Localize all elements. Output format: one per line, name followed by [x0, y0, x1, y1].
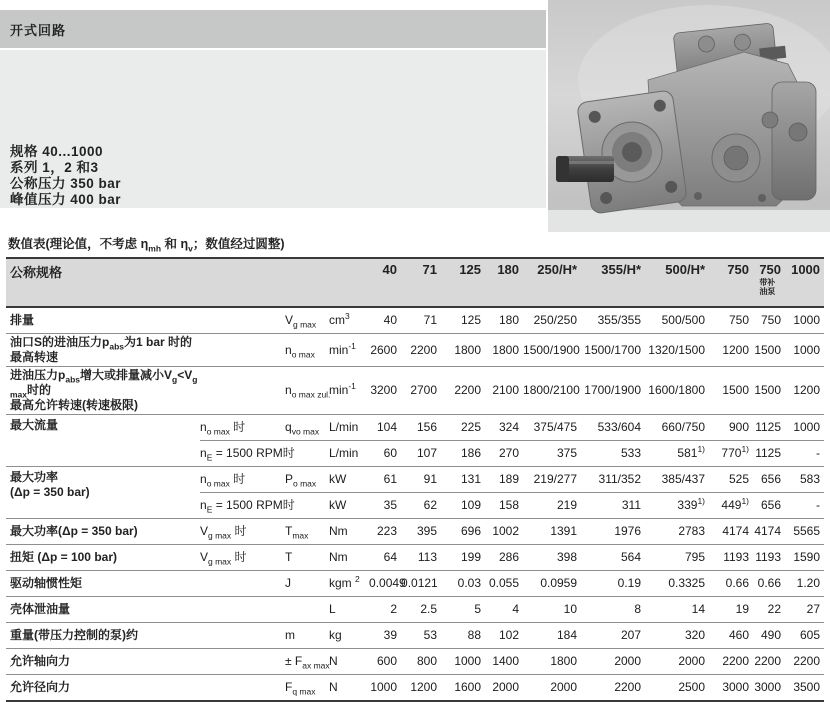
table-row: [6, 545, 824, 571]
cell-value: 3500: [785, 675, 824, 702]
cell-value: 1500: [753, 334, 785, 367]
cell-value: 88: [441, 623, 485, 649]
table-row: [6, 334, 824, 367]
cell-value: 53: [401, 623, 441, 649]
cell-value: 199: [441, 545, 485, 571]
cell-value: 0.66: [709, 571, 753, 597]
row-unit: Nm: [329, 545, 369, 571]
cell-value: 10: [523, 597, 581, 623]
cell-value: 1800/2100: [523, 367, 581, 415]
cell-value: 395: [401, 519, 441, 545]
row-condition: [200, 675, 285, 702]
cell-value: 605: [785, 623, 824, 649]
cell-value: 2200: [785, 649, 824, 675]
cell-value: 2.5: [401, 597, 441, 623]
cell-value: 0.0121: [401, 571, 441, 597]
cell-value: 1200: [709, 334, 753, 367]
cell-value: 186: [441, 441, 485, 467]
cell-value: 385/437: [645, 467, 709, 493]
row-label: 最大功率 (Δp = 350 bar): [6, 467, 200, 519]
cell-value: 250/250: [523, 307, 581, 334]
spec-line: 公称压力 350 bar: [10, 176, 122, 191]
row-condition: $V_{g max}$ 时: [200, 519, 285, 545]
cell-value: 19: [709, 597, 753, 623]
cell-value: 1000: [441, 649, 485, 675]
cell-value: 800: [401, 649, 441, 675]
row-label: 最大流量: [6, 415, 200, 467]
cell-value: 5: [441, 597, 485, 623]
cell-value: 375: [523, 441, 581, 467]
row-symbol: $n_{o max}$: [285, 334, 329, 367]
cell-value: 1590: [785, 545, 824, 571]
row-symbol: $q_{vo max}$: [285, 415, 329, 441]
cell-value: 490: [753, 623, 785, 649]
row-condition: [200, 623, 285, 649]
cell-value: 40: [369, 307, 401, 334]
cell-value: 219/277: [523, 467, 581, 493]
cell-value: 27: [785, 597, 824, 623]
cell-value: 0.3325: [645, 571, 709, 597]
cell-value: 5565: [785, 519, 824, 545]
cell-value: 2200: [709, 649, 753, 675]
row-unit: kW: [329, 493, 369, 519]
row-label: 重量(带压力控制的泵)约: [6, 623, 200, 649]
row-symbol: $V_{g max}$: [285, 307, 329, 334]
row-unit: N: [329, 649, 369, 675]
cell-value: 3200: [369, 367, 401, 415]
cell-value: 180: [485, 307, 523, 334]
col-header-text: 71: [422, 262, 438, 277]
cell-value: 320: [645, 623, 709, 649]
row-label: 进油压力$p_{abs}$增大或排量减小$V_g<V_{g max}$时的 最高允许转速(转速极限): [6, 367, 200, 415]
row-condition: [200, 367, 285, 415]
cell-value: 4: [485, 597, 523, 623]
cell-value: 2200: [753, 649, 785, 675]
spec-line: 系列 1，2 和3: [10, 160, 99, 175]
cell-value: 125: [441, 307, 485, 334]
specs-table: [6, 257, 824, 702]
row-condition: $n_{o max}$ 时: [200, 415, 285, 441]
col-header: [645, 258, 709, 307]
row-condition: $n_E = 1500$ RPM时: [200, 493, 285, 519]
cell-value: -: [785, 493, 824, 519]
row-unit: N: [329, 675, 369, 702]
cell-value: 0.0049: [369, 571, 401, 597]
cell-value: 64: [369, 545, 401, 571]
cell-value: 1200: [401, 675, 441, 702]
cell-value: 1976: [581, 519, 645, 545]
row-condition: [200, 307, 285, 334]
row-label: 最大功率(Δp = 350 bar): [6, 519, 200, 545]
cell-value: 525: [709, 467, 753, 493]
col-header: [485, 258, 523, 307]
table-row: [6, 675, 824, 702]
row-condition: $V_{g max}$ 时: [200, 545, 285, 571]
cell-value: 500/500: [645, 307, 709, 334]
row-condition: [200, 649, 285, 675]
row-unit: L/min: [329, 441, 369, 467]
cell-value: 223: [369, 519, 401, 545]
cell-value: 324: [485, 415, 523, 441]
row-symbol: $F_{q max}$: [285, 675, 329, 702]
cell-value: 2500: [645, 675, 709, 702]
mounting-flange: [577, 90, 688, 214]
row-symbol: T: [285, 545, 329, 571]
cell-value: 583: [785, 467, 824, 493]
cell-value: 1000: [785, 307, 824, 334]
cell-value: 62: [401, 493, 441, 519]
table-title: 数值表(理论值，不考虑 $\eta_{mh}$ 和 $\eta_v$；数值经过圆整): [8, 237, 285, 254]
table-row: [6, 597, 824, 623]
cell-value: 0.19: [581, 571, 645, 597]
cell-value: 533/604: [581, 415, 645, 441]
cell-value: 1391: [523, 519, 581, 545]
col-header: [581, 258, 645, 307]
col-header: [523, 258, 581, 307]
cell-value: 225: [441, 415, 485, 441]
cell-value: 2600: [369, 334, 401, 367]
table-header-label: 公称规格: [6, 258, 369, 307]
col-header-text: 1000: [791, 262, 821, 277]
table-row: [6, 519, 824, 545]
cell-value: 0.0959: [523, 571, 581, 597]
cell-value: 1600: [441, 675, 485, 702]
cell-value: 339$^{1)}$: [645, 493, 709, 519]
table-row: [6, 307, 824, 334]
row-unit: kg: [329, 623, 369, 649]
cell-value: 398: [523, 545, 581, 571]
cell-value: 91: [401, 467, 441, 493]
cell-value: 2000: [523, 675, 581, 702]
cell-value: 375/475: [523, 415, 581, 441]
cell-value: 4174: [709, 519, 753, 545]
cell-value: 1800: [441, 334, 485, 367]
col-header-text: 125: [459, 262, 482, 277]
cell-value: 113: [401, 545, 441, 571]
pump-illustration: [548, 0, 830, 232]
cell-value: 1800: [523, 649, 581, 675]
cell-value: 355/355: [581, 307, 645, 334]
cell-value: 8: [581, 597, 645, 623]
cell-value: 1125: [753, 415, 785, 441]
cell-value: 1600/1800: [645, 367, 709, 415]
cell-value: 1200: [785, 367, 824, 415]
col-header-text: 750 带补 油泵: [759, 262, 782, 296]
cell-value: 189: [485, 467, 523, 493]
table-row: [6, 623, 824, 649]
row-label: 允许径向力: [6, 675, 200, 702]
cell-value: 656: [753, 467, 785, 493]
cell-value: 2: [369, 597, 401, 623]
cell-value: 1700/1900: [581, 367, 645, 415]
cell-value: 795: [645, 545, 709, 571]
spec-line: 规格 40...1000: [10, 144, 104, 159]
cell-value: 4174: [753, 519, 785, 545]
cell-value: 0.055: [485, 571, 523, 597]
cell-value: 533: [581, 441, 645, 467]
table-row: [6, 367, 824, 415]
cell-value: 35: [369, 493, 401, 519]
cell-value: 1500: [709, 367, 753, 415]
cell-value: 71: [401, 307, 441, 334]
cell-value: -: [785, 441, 824, 467]
row-symbol: m: [285, 623, 329, 649]
cell-value: 449$^{1)}$: [709, 493, 753, 519]
cell-value: 311: [581, 493, 645, 519]
col-header: [369, 258, 401, 307]
cell-value: 1800: [485, 334, 523, 367]
row-unit: L: [329, 597, 369, 623]
cell-value: 1000: [785, 334, 824, 367]
cell-value: 581$^{1)}$: [645, 441, 709, 467]
col-header-note: 带补 油泵: [759, 278, 776, 296]
row-label: 扭矩 (Δp = 100 bar): [6, 545, 200, 571]
cell-value: 61: [369, 467, 401, 493]
col-header: [785, 258, 824, 307]
cell-value: 2200: [441, 367, 485, 415]
cell-value: 696: [441, 519, 485, 545]
row-unit: L/min: [329, 415, 369, 441]
cell-value: 1500/1700: [581, 334, 645, 367]
cell-value: 219: [523, 493, 581, 519]
cell-value: 660/750: [645, 415, 709, 441]
cell-value: 750: [709, 307, 753, 334]
info-panel: [0, 50, 546, 208]
col-header: [709, 258, 753, 307]
cell-value: 1002: [485, 519, 523, 545]
cell-value: 2100: [485, 367, 523, 415]
table-row: [6, 649, 824, 675]
cell-value: 14: [645, 597, 709, 623]
row-symbol: $P_{o max}$: [285, 467, 329, 493]
col-header-text: 250/H*: [537, 262, 578, 277]
cell-value: 60: [369, 441, 401, 467]
table-row: [6, 571, 824, 597]
row-label: 排量: [6, 307, 200, 334]
cell-value: 900: [709, 415, 753, 441]
section-title: 开式回路: [10, 22, 67, 38]
cell-value: 1193: [753, 545, 785, 571]
spec-lines: [10, 144, 121, 208]
cell-value: 286: [485, 545, 523, 571]
cell-value: 1.20: [785, 571, 824, 597]
row-symbol: ± $F_{ax max}$: [285, 649, 329, 675]
cell-value: 104: [369, 415, 401, 441]
cell-value: 109: [441, 493, 485, 519]
row-label: 壳体泄油量: [6, 597, 200, 623]
cell-value: 3000: [753, 675, 785, 702]
cell-value: 311/352: [581, 467, 645, 493]
cell-value: 2000: [485, 675, 523, 702]
col-header: [753, 258, 785, 307]
cell-value: 750: [753, 307, 785, 334]
cell-value: 2783: [645, 519, 709, 545]
row-symbol: $T_{max}$: [285, 519, 329, 545]
col-header-text: 750: [727, 262, 750, 277]
cell-value: 156: [401, 415, 441, 441]
cell-value: 2000: [581, 649, 645, 675]
col-header: [401, 258, 441, 307]
col-header-text: 180: [497, 262, 520, 277]
col-header-text: 355/H*: [601, 262, 642, 277]
cell-value: 1500/1900: [523, 334, 581, 367]
cell-value: 1400: [485, 649, 523, 675]
cell-value: 107: [401, 441, 441, 467]
cell-value: 460: [709, 623, 753, 649]
row-condition: [200, 334, 285, 367]
row-condition: [200, 597, 285, 623]
row-unit: kgm $^2$: [329, 571, 369, 597]
section-title-bar: [0, 10, 546, 48]
row-unit: $cm^3$: [329, 307, 369, 334]
row-condition: $n_E = 1500$ RPM时: [200, 441, 285, 467]
cell-value: 102: [485, 623, 523, 649]
cell-value: 0.03: [441, 571, 485, 597]
cell-value: 1000: [369, 675, 401, 702]
cell-value: 22: [753, 597, 785, 623]
row-symbol: J: [285, 571, 329, 597]
row-unit: $\min^{-1}$: [329, 367, 369, 415]
row-condition: [200, 571, 285, 597]
cell-value: 656: [753, 493, 785, 519]
spec-line: 峰值压力 400 bar: [10, 192, 122, 207]
cell-value: 770$^{1)}$: [709, 441, 753, 467]
cell-value: 2200: [581, 675, 645, 702]
cell-value: 207: [581, 623, 645, 649]
cell-value: 131: [441, 467, 485, 493]
col-header-text: 500/H*: [665, 262, 706, 277]
cell-value: 564: [581, 545, 645, 571]
row-unit: $\min^{-1}$: [329, 334, 369, 367]
drive-shaft: [556, 156, 614, 182]
row-unit: Nm: [329, 519, 369, 545]
row-symbol: $n_{o max zul.}$: [285, 367, 329, 415]
cell-value: 184: [523, 623, 581, 649]
cell-value: 3000: [709, 675, 753, 702]
row-symbol: [285, 597, 329, 623]
cell-value: 2000: [645, 649, 709, 675]
row-condition: $n_{o max}$ 时: [200, 467, 285, 493]
table-row: [6, 467, 824, 493]
cell-value: 39: [369, 623, 401, 649]
col-header: [441, 258, 485, 307]
cell-value: 158: [485, 493, 523, 519]
cell-value: 1193: [709, 545, 753, 571]
cell-value: 600: [369, 649, 401, 675]
photo-bottom-band: [548, 210, 830, 232]
cell-value: 270: [485, 441, 523, 467]
cell-value: 2200: [401, 334, 441, 367]
row-label: 允许轴向力: [6, 649, 200, 675]
col-header-text: 40: [382, 262, 398, 277]
row-unit: kW: [329, 467, 369, 493]
cell-value: 2700: [401, 367, 441, 415]
row-label: 驱动轴惯性矩: [6, 571, 200, 597]
data-table-section: [6, 234, 824, 702]
cell-value: 1500: [753, 367, 785, 415]
cell-value: 1125: [753, 441, 785, 467]
cell-value: 1000: [785, 415, 824, 441]
cell-value: 0.66: [753, 571, 785, 597]
cell-value: 1320/1500: [645, 334, 709, 367]
row-label: 油口S的进油压力$p_{abs}$为1 bar 时的最高转速: [6, 334, 200, 367]
table-row: [6, 415, 824, 441]
pump-photo: [548, 0, 830, 232]
